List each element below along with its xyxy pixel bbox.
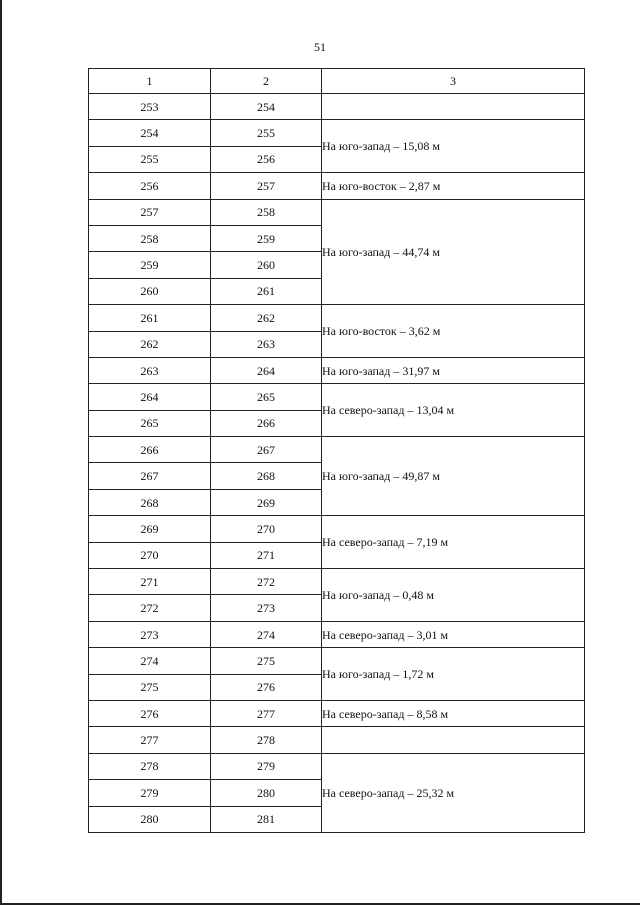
scan-edge-left — [0, 0, 2, 905]
direction-distance-cell: На юго-запад – 44,74 м — [322, 199, 585, 305]
point-from-cell: 276 — [89, 700, 211, 726]
point-to-cell: 255 — [211, 120, 322, 146]
point-to-cell: 258 — [211, 199, 322, 225]
table-row — [89, 753, 585, 779]
table-row — [89, 648, 585, 674]
point-to-cell: 265 — [211, 384, 322, 410]
point-to-cell: 266 — [211, 410, 322, 436]
table-body — [89, 94, 585, 833]
point-from-cell: 271 — [89, 569, 211, 595]
column-header-1: 1 — [89, 69, 211, 94]
point-to-cell: 280 — [211, 780, 322, 806]
table-row — [89, 700, 585, 726]
point-from-cell: 262 — [89, 331, 211, 357]
point-from-cell: 261 — [89, 305, 211, 331]
direction-distance-cell: На северо-запад – 3,01 м — [322, 621, 585, 647]
point-to-cell: 273 — [211, 595, 322, 621]
point-from-cell: 280 — [89, 806, 211, 832]
point-to-cell: 278 — [211, 727, 322, 753]
point-from-cell: 256 — [89, 173, 211, 199]
point-to-cell: 281 — [211, 806, 322, 832]
direction-distance-cell: На юго-восток – 2,87 м — [322, 173, 585, 199]
table-header-row — [89, 69, 585, 94]
point-to-cell: 272 — [211, 569, 322, 595]
point-to-cell: 263 — [211, 331, 322, 357]
direction-distance-cell: На северо-запад – 25,32 м — [322, 753, 585, 832]
table-row — [89, 727, 585, 753]
point-from-cell: 253 — [89, 94, 211, 120]
point-to-cell: 279 — [211, 753, 322, 779]
point-to-cell: 277 — [211, 700, 322, 726]
point-from-cell: 270 — [89, 542, 211, 568]
column-header-2: 2 — [211, 69, 322, 94]
point-to-cell: 257 — [211, 173, 322, 199]
table-row — [89, 120, 585, 146]
table-row — [89, 516, 585, 542]
table-row — [89, 569, 585, 595]
direction-distance-cell: На юго-запад – 49,87 м — [322, 437, 585, 516]
point-from-cell: 264 — [89, 384, 211, 410]
point-from-cell: 265 — [89, 410, 211, 436]
direction-distance-cell — [322, 94, 585, 120]
point-to-cell: 254 — [211, 94, 322, 120]
point-to-cell: 256 — [211, 146, 322, 172]
point-from-cell: 258 — [89, 225, 211, 251]
point-from-cell: 274 — [89, 648, 211, 674]
table-row — [89, 357, 585, 383]
point-to-cell: 261 — [211, 278, 322, 304]
page-number: 51 — [314, 40, 326, 54]
point-from-cell: 272 — [89, 595, 211, 621]
point-from-cell: 279 — [89, 780, 211, 806]
point-from-cell: 269 — [89, 516, 211, 542]
table-row — [89, 437, 585, 463]
point-to-cell: 267 — [211, 437, 322, 463]
point-to-cell: 260 — [211, 252, 322, 278]
point-to-cell: 274 — [211, 621, 322, 647]
point-from-cell: 273 — [89, 621, 211, 647]
direction-distance-cell — [322, 727, 585, 753]
direction-distance-cell: На северо-запад – 7,19 м — [322, 516, 585, 569]
direction-distance-cell: На юго-запад – 31,97 м — [322, 357, 585, 383]
table-row — [89, 173, 585, 199]
point-from-cell: 254 — [89, 120, 211, 146]
coordinates-table — [88, 68, 585, 833]
point-from-cell: 268 — [89, 489, 211, 515]
table-row — [89, 621, 585, 647]
point-to-cell: 269 — [211, 489, 322, 515]
point-from-cell: 260 — [89, 278, 211, 304]
point-from-cell: 267 — [89, 463, 211, 489]
point-to-cell: 270 — [211, 516, 322, 542]
direction-distance-cell: На юго-запад – 15,08 м — [322, 120, 585, 173]
point-from-cell: 255 — [89, 146, 211, 172]
direction-distance-cell: На северо-запад – 8,58 м — [322, 700, 585, 726]
point-to-cell: 268 — [211, 463, 322, 489]
direction-distance-cell: На юго-запад – 0,48 м — [322, 569, 585, 622]
point-to-cell: 271 — [211, 542, 322, 568]
direction-distance-cell: На северо-запад – 13,04 м — [322, 384, 585, 437]
point-to-cell: 262 — [211, 305, 322, 331]
column-header-3: 3 — [322, 69, 585, 94]
point-from-cell: 263 — [89, 357, 211, 383]
direction-distance-cell: На юго-запад – 1,72 м — [322, 648, 585, 701]
direction-distance-cell: На юго-восток – 3,62 м — [322, 305, 585, 358]
table-row — [89, 384, 585, 410]
table-row — [89, 199, 585, 225]
point-to-cell: 276 — [211, 674, 322, 700]
point-from-cell: 277 — [89, 727, 211, 753]
point-to-cell: 264 — [211, 357, 322, 383]
point-from-cell: 259 — [89, 252, 211, 278]
point-from-cell: 275 — [89, 674, 211, 700]
point-to-cell: 275 — [211, 648, 322, 674]
point-from-cell: 278 — [89, 753, 211, 779]
point-to-cell: 259 — [211, 225, 322, 251]
point-from-cell: 266 — [89, 437, 211, 463]
table-row — [89, 305, 585, 331]
table-row — [89, 94, 585, 120]
point-from-cell: 257 — [89, 199, 211, 225]
